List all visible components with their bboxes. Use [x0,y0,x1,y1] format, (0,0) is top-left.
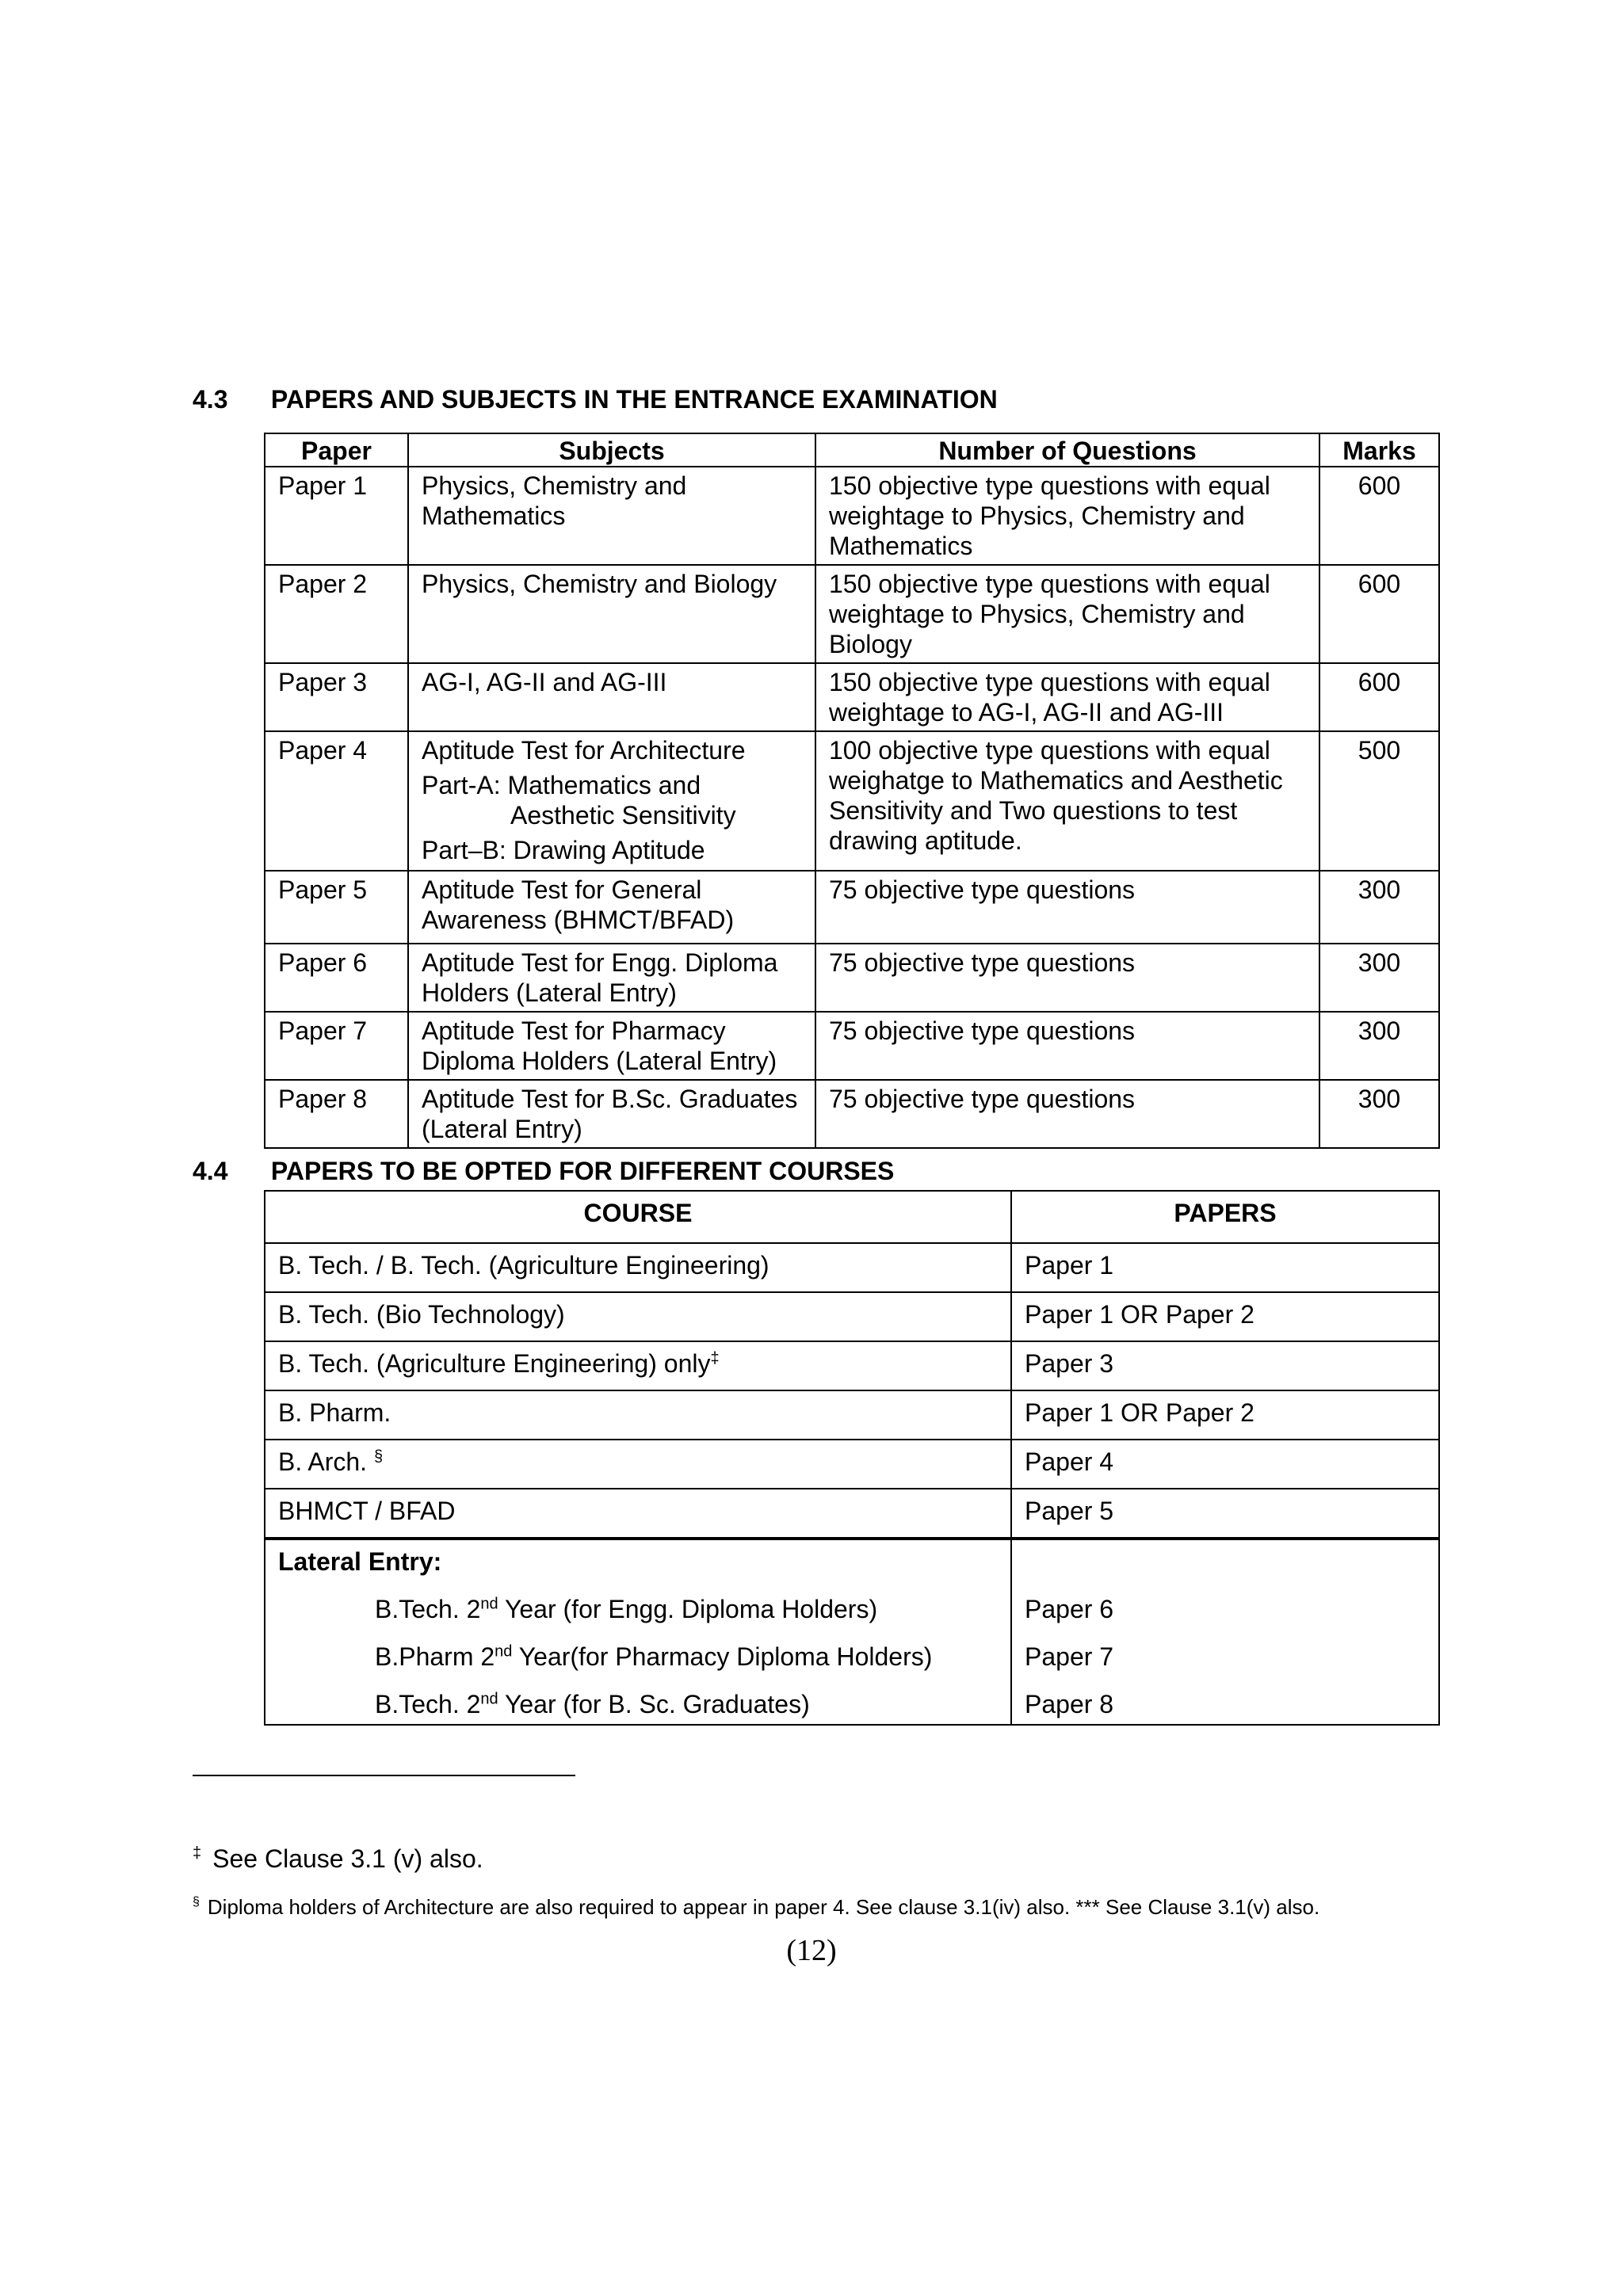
footnote [193,1895,1319,1920]
table-row [265,663,1439,731]
table-row [265,467,1439,565]
footnote-mark: § [193,1895,200,1909]
section-4-4-heading [193,1157,894,1185]
table-row [265,871,1439,944]
header-papers: PAPERS [1011,1191,1439,1243]
lateral-entry-heading: Lateral Entry: [278,1547,442,1576]
section-title: PAPERS AND SUBJECTS IN THE ENTRANCE EXAMINATION [270,385,998,414]
header-paper: Paper [265,433,408,467]
table-header-row [265,433,1439,467]
subjects-main: Aptitude Test for Architecture [422,736,746,765]
subjects-cell: Aptitude Test for Pharmacy Diploma Holders (Lateral Entry) [408,1012,815,1080]
header-subjects: Subjects [408,433,815,467]
subjects-part-a-cont: Aesthetic Sensitivity [510,801,736,830]
course-cell: B. Tech. / B. Tech. (Agriculture Engineering) [265,1243,1011,1292]
subjects-cell: AG-I, AG-II and AG-III [408,663,815,731]
paper-cell: Paper 2 [265,565,408,663]
table-header-row [265,1191,1439,1243]
footnote [193,1844,483,1874]
paper-cell: Paper 8 [265,1080,408,1148]
lateral-item: B.Tech. 2nd Year (for Engg. Diploma Holders) [375,1595,878,1623]
papers-subjects-table [264,433,1440,1149]
subjects-cell [408,731,815,871]
marks-cell: 600 [1319,663,1439,731]
subjects-cell: Aptitude Test for Engg. Diploma Holders (Lateral Entry) [408,944,815,1012]
subjects-cell: Physics, Chemistry and Mathematics [408,467,815,565]
papers-cell: Paper 3 [1011,1341,1439,1390]
section-number: 4.3 [193,385,228,414]
table-row [265,1243,1439,1292]
questions-cell: 75 objective type questions [815,1012,1319,1080]
course-cell: B. Tech. (Bio Technology) [265,1292,1011,1341]
footnote-text: Diploma holders of Architecture are also required to appear in paper 4. See clause 3.1(iv) also. *** See Clause 3.1(v) also. [207,1895,1320,1919]
table-row [265,1390,1439,1440]
course-cell: B. Arch. § [265,1440,1011,1489]
lateral-item: B.Tech. 2nd Year (for B. Sc. Graduates) [375,1690,810,1718]
footnote-ref: § [373,1447,384,1466]
questions-cell: 100 objective type questions with equal weighatge to Mathematics and Aesthetic Sensitivity and Two questions to test drawing aptitude. [815,731,1319,871]
lateral-papers-cell [1011,1539,1439,1725]
paper-cell: Paper 3 [265,663,408,731]
table-row [265,1489,1439,1539]
courses-papers-table [264,1190,1440,1726]
table-row [265,565,1439,663]
subjects-cell: Aptitude Test for B.Sc. Graduates (Lateral Entry) [408,1080,815,1148]
footnote-text: See Clause 3.1 (v) also. [212,1844,483,1873]
page-number: (12) [786,1934,837,1967]
footnote-ref: ‡ [710,1349,720,1367]
subjects-cell: Aptitude Test for General Awareness (BHMCT/BFAD) [408,871,815,944]
section-number: 4.4 [193,1157,228,1185]
lateral-course-cell [265,1539,1011,1725]
marks-cell: 300 [1319,1080,1439,1148]
questions-cell: 75 objective type questions [815,1080,1319,1148]
table-row [265,731,1439,871]
table-row [265,1080,1439,1148]
lateral-entry-row [265,1539,1439,1725]
footnote-divider [193,1775,575,1776]
questions-cell: 150 objective type questions with equal weightage to Physics, Chemistry and Biology [815,565,1319,663]
subjects-cell: Physics, Chemistry and Biology [408,565,815,663]
paper-cell: Paper 6 [265,944,408,1012]
papers-cell: Paper 1 [1011,1243,1439,1292]
papers-value: Paper 6 [1025,1595,1114,1623]
marks-cell: 600 [1319,565,1439,663]
papers-cell: Paper 1 OR Paper 2 [1011,1292,1439,1341]
header-questions: Number of Questions [815,433,1319,467]
questions-cell: 150 objective type questions with equal weightage to AG-I, AG-II and AG-III [815,663,1319,731]
section-4-3-heading [193,385,998,414]
course-cell: B. Tech. (Agriculture Engineering) only‡ [265,1341,1011,1390]
header-course: COURSE [265,1191,1011,1243]
header-marks: Marks [1319,433,1439,467]
lateral-item: B.Pharm 2nd Year(for Pharmacy Diploma Holders) [375,1642,933,1671]
table-row [265,1012,1439,1080]
marks-cell: 500 [1319,731,1439,871]
table-row [265,944,1439,1012]
papers-value: Paper 8 [1025,1690,1114,1718]
paper-cell: Paper 7 [265,1012,408,1080]
papers-value: Paper 7 [1025,1642,1114,1671]
paper-cell: Paper 1 [265,467,408,565]
subjects-part-b: Part–B: Drawing Aptitude [422,836,705,864]
questions-cell: 75 objective type questions [815,944,1319,1012]
table-row [265,1292,1439,1341]
course-cell: B. Pharm. [265,1390,1011,1440]
subjects-part-a: Part-A: Mathematics and [422,771,701,799]
papers-cell: Paper 1 OR Paper 2 [1011,1390,1439,1440]
marks-cell: 600 [1319,467,1439,565]
table-row [265,1440,1439,1489]
questions-cell: 150 objective type questions with equal weightage to Physics, Chemistry and Mathematics [815,467,1319,565]
papers-cell: Paper 4 [1011,1440,1439,1489]
table-row [265,1341,1439,1390]
marks-cell: 300 [1319,1012,1439,1080]
papers-cell: Paper 5 [1011,1489,1439,1539]
questions-cell: 75 objective type questions [815,871,1319,944]
footnote-mark: ‡ [193,1844,202,1862]
paper-cell: Paper 5 [265,871,408,944]
marks-cell: 300 [1319,944,1439,1012]
section-title: PAPERS TO BE OPTED FOR DIFFERENT COURSES [270,1157,895,1185]
course-cell: BHMCT / BFAD [265,1489,1011,1539]
marks-cell: 300 [1319,871,1439,944]
paper-cell: Paper 4 [265,731,408,871]
